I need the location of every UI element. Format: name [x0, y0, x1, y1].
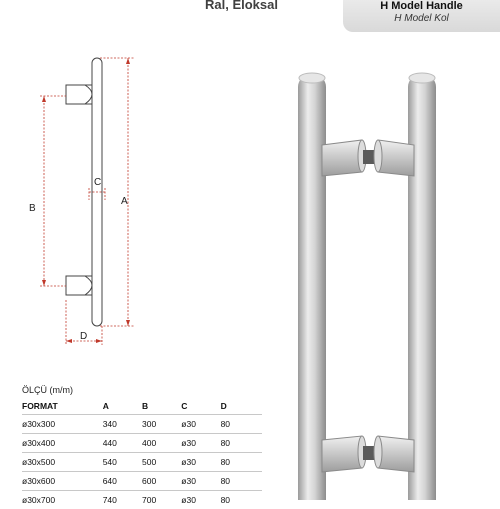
- finish-label: Ral, Eloksal: [205, 0, 278, 12]
- table-row: [22, 472, 262, 491]
- standoff-top-left: [322, 140, 362, 176]
- table-cell: ø30: [181, 434, 220, 453]
- dimension-table: [22, 398, 262, 509]
- table-cell: 80: [221, 434, 262, 453]
- table-cell: 80: [221, 415, 262, 434]
- product-title-tr: H Model Kol: [343, 13, 500, 24]
- dimension-label-a: A: [121, 196, 128, 207]
- column-header: FORMAT: [22, 398, 103, 415]
- table-cell: 740: [103, 491, 142, 509]
- table-header-row: [22, 398, 262, 415]
- table-cell: ø30x600: [22, 472, 103, 491]
- column-header: A: [103, 398, 142, 415]
- handle-bar-left: [298, 74, 326, 500]
- units-label: ÖLÇÜ (m/m): [22, 385, 262, 398]
- table-cell: ø30: [181, 415, 220, 434]
- table-cell: 600: [142, 472, 181, 491]
- table-row: [22, 415, 262, 434]
- dimension-label-d: D: [80, 331, 87, 342]
- column-header: D: [221, 398, 262, 415]
- table-cell: 80: [221, 453, 262, 472]
- table-cell: 540: [103, 453, 142, 472]
- dimension-label-b: B: [29, 203, 36, 214]
- table-cell: 80: [221, 472, 262, 491]
- table-cell: ø30: [181, 472, 220, 491]
- dimension-label-c: C: [94, 177, 101, 188]
- column-header: B: [142, 398, 181, 415]
- handle-bar-right: [408, 74, 436, 500]
- table-cell: ø30: [181, 491, 220, 509]
- table-cell: ø30x500: [22, 453, 103, 472]
- column-header: C: [181, 398, 220, 415]
- table-cell: ø30x300: [22, 415, 103, 434]
- table-cell: 80: [221, 491, 262, 509]
- table-cell: 300: [142, 415, 181, 434]
- product-title-en: H Model Handle: [343, 0, 500, 12]
- table-row: [22, 453, 262, 472]
- standoff-bottom-left: [322, 436, 362, 472]
- table-cell: 640: [103, 472, 142, 491]
- standoff-top-right: [378, 140, 414, 176]
- table-cell: ø30: [181, 453, 220, 472]
- table-cell: 500: [142, 453, 181, 472]
- table-cell: ø30x400: [22, 434, 103, 453]
- standoff-bottom-right: [378, 436, 414, 472]
- table-cell: 700: [142, 491, 181, 509]
- table-cell: ø30x700: [22, 491, 103, 509]
- table-cell: 400: [142, 434, 181, 453]
- dimension-table-section: [22, 385, 262, 509]
- table-cell: 340: [103, 415, 142, 434]
- table-cell: 440: [103, 434, 142, 453]
- table-row: [22, 434, 262, 453]
